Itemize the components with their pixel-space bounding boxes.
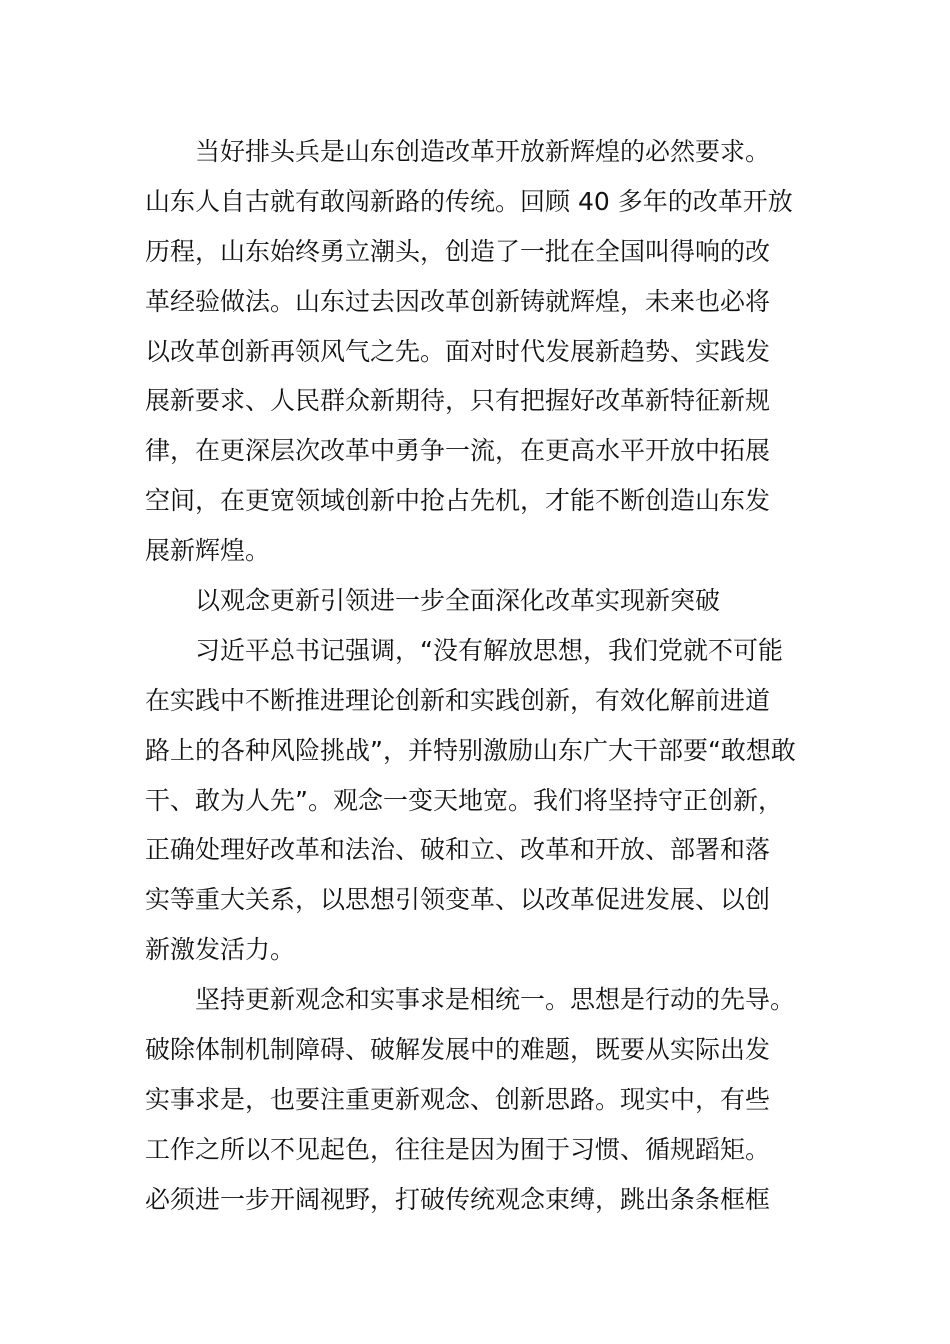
paragraph-line: 干、敢为人先”。观念一变天地宽。我们将坚持守正创新， xyxy=(145,785,783,815)
paragraph-line: 实事求是，也要注重更新观念、创新思路。现实中，有些 xyxy=(145,1084,771,1114)
paragraph-line: 历程，山东始终勇立潮头，创造了一批在全国叫得响的改 xyxy=(145,236,771,266)
paragraph-line: 以改革创新再领风气之先。面对时代发展新趋势、实践发 xyxy=(145,336,771,366)
paragraph-line: 破除体制机制障碍、破解发展中的难题，既要从实际出发 xyxy=(145,1035,771,1065)
paragraph-line: 正确处理好改革和法治、破和立、改革和开放、部署和落 xyxy=(145,835,771,865)
paragraph-line: 山东人自古就有敢闯新路的传统。回顾 40 多年的改革开放 xyxy=(145,186,793,216)
paragraph-line: 路上的各种风险挑战”，并特别激励山东广大干部要“敢想敢 xyxy=(145,735,796,765)
paragraph-line: 空间，在更宽领域创新中抢占先机，才能不断创造山东发 xyxy=(145,486,771,516)
paragraph-line: 当好排头兵是山东创造改革开放新辉煌的必然要求。 xyxy=(195,137,771,166)
document-body xyxy=(145,127,825,1225)
paragraph-line: 必须进一步开阔视野，打破传统观念束缚，跳出条条框框 xyxy=(145,1184,771,1214)
paragraph-line: 展新要求、人民群众新期待，只有把握好改革新特征新规 xyxy=(145,386,771,416)
paragraph-line: 习近平总书记强调，“没有解放思想，我们党就不可能 xyxy=(195,635,783,665)
paragraph-line: 在实践中不断推进理论创新和实践创新，有效化解前进道 xyxy=(145,685,771,715)
paragraph-line: 律，在更深层次改革中勇争一流，在更高水平开放中拓展 xyxy=(145,436,771,466)
paragraph-line: 革经验做法。山东过去因改革创新铸就辉煌，未来也必将 xyxy=(145,286,771,316)
paragraph-line: 坚持更新观念和实事求是相统一。思想是行动的先导。 xyxy=(195,985,796,1015)
paragraph-line: 新激发活力。 xyxy=(145,935,296,965)
section-heading: 以观念更新引领进一步全面深化改革实现新突破 xyxy=(195,586,721,616)
paragraph-line: 实等重大关系，以思想引领变革、以改革促进发展、以创 xyxy=(145,885,771,915)
paragraph-line: 工作之所以不见起色，往往是因为囿于习惯、循规蹈矩。 xyxy=(145,1134,771,1164)
paragraph-line: 展新辉煌。 xyxy=(145,536,271,566)
